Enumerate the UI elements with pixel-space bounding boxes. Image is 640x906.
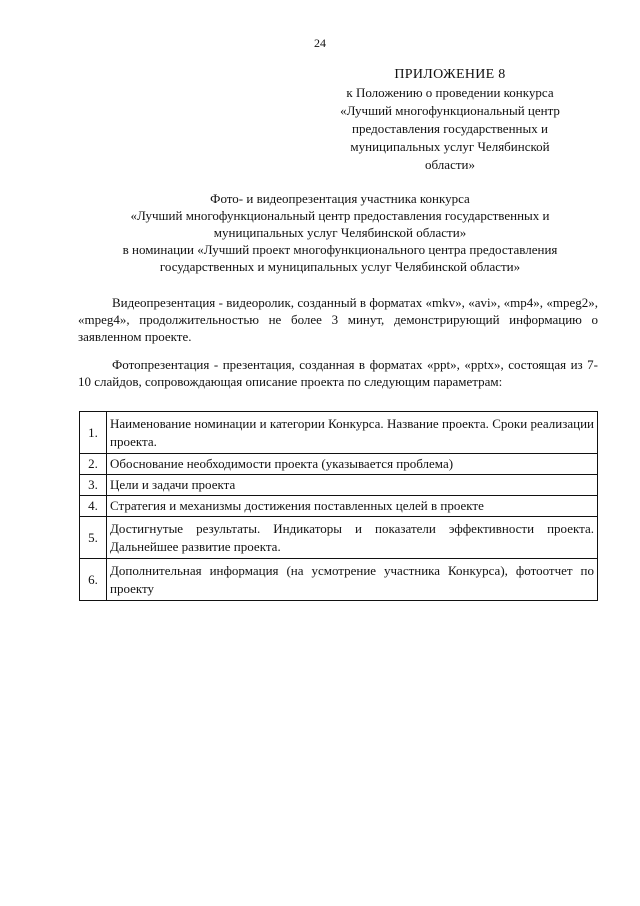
row-number: 4.: [80, 496, 107, 517]
row-number: 5.: [80, 517, 107, 559]
appendix-line: к Положению о проведении конкурса: [346, 85, 554, 100]
row-number: 2.: [80, 454, 107, 475]
document-title-line: «Лучший многофункциональный центр предоставления государственных и: [130, 208, 550, 223]
appendix-header: [300, 66, 600, 174]
document-title-line: государственных и муниципальных услуг Челябинской области»: [159, 259, 521, 274]
parameters-table: [79, 411, 598, 601]
row-text: Достигнутые результаты. Индикаторы и показатели эффективности проекта. Дальнейшее развитие проекта.: [107, 517, 598, 559]
row-number: 6.: [80, 559, 107, 601]
row-number: 1.: [80, 412, 107, 454]
document-title-line: в номинации «Лучший проект многофункционального центра предоставления: [122, 242, 558, 257]
document-title-line: муниципальных услуг Челябинской области»: [213, 225, 467, 240]
table-row: [80, 454, 598, 475]
appendix-line: предоставления государственных и: [352, 121, 548, 136]
video-presentation-paragraph: Видеопрезентация - видеоролик, созданный в форматах «mkv», «avi», «mp4», «mpeg2», «mpeg4», продолжительностью не более 3 минут, демонстрирующий информацию о заявленном проекте.: [78, 295, 598, 344]
row-text: Стратегия и механизмы достижения поставленных целей в проекте: [107, 496, 598, 517]
table-row: [80, 496, 598, 517]
table-row: [80, 475, 598, 496]
table-row: [80, 559, 598, 601]
appendix-line: «Лучший многофункциональный центр: [340, 103, 560, 118]
row-text: Наименование номинации и категории Конкурса. Название проекта. Сроки реализации проекта.: [107, 412, 598, 454]
document-title: [70, 190, 610, 275]
appendix-line: области»: [425, 157, 475, 172]
table-row: [80, 412, 598, 454]
row-text: Дополнительная информация (на усмотрение участника Конкурса), фотоотчет по проекту: [107, 559, 598, 601]
photo-presentation-paragraph: Фотопрезентация - презентация, созданная в форматах «ppt», «pptx», состоящая из 7-10 слайдов, сопровождающая описание проекта по следующим параметрам:: [78, 357, 598, 389]
page-number: 24: [314, 36, 326, 50]
row-text: Цели и задачи проекта: [107, 475, 598, 496]
appendix-title: ПРИЛОЖЕНИЕ 8: [394, 67, 506, 82]
appendix-line: муниципальных услуг Челябинской: [350, 139, 550, 154]
row-text: Обоснование необходимости проекта (указывается проблема): [107, 454, 598, 475]
document-title-line: Фото- и видеопрезентация участника конкурса: [210, 191, 470, 206]
row-number: 3.: [80, 475, 107, 496]
table-row: [80, 517, 598, 559]
